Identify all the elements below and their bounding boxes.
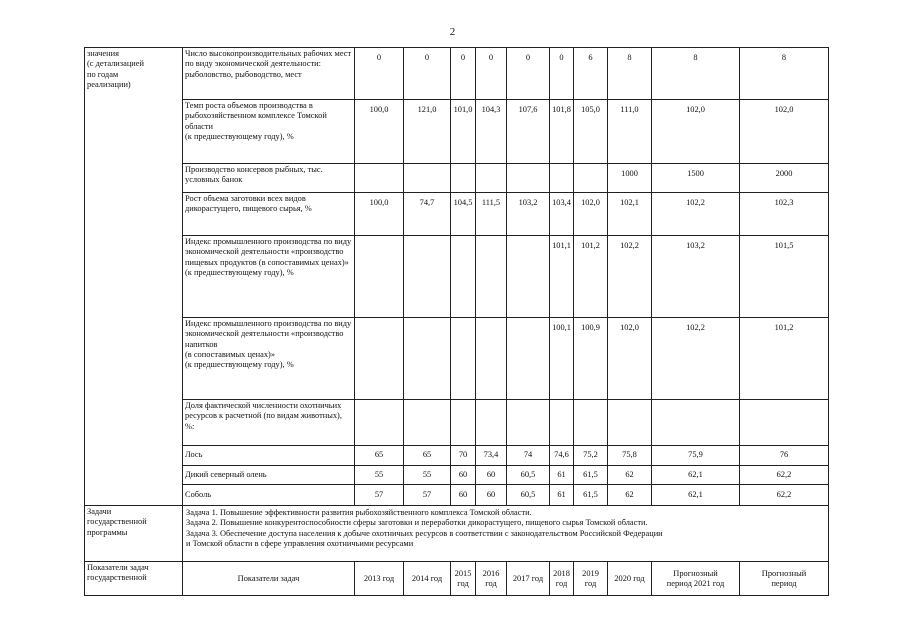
value-cell: 62 [608,485,652,506]
value-cell: 0 [507,48,550,100]
value-cell: 1500 [652,164,740,193]
value-cell: 100,9 [574,318,608,400]
task-item-2: Задача 2. Повышение конкурентоспособности сферы заготовки и переработки дикорастущего, пищевого сырья Томской области. [186,518,648,528]
value-cell: 0 [550,48,574,100]
value-cell: 62,2 [740,466,829,485]
value-cell: 61,5 [574,466,608,485]
value-cell: 103,2 [507,193,550,236]
value-cell [355,236,404,318]
value-cell: 105,0 [574,100,608,164]
value-cell: 101,0 [451,100,476,164]
tasks-label: Задачи государственной программы [85,506,183,562]
value-cell: 60 [451,485,476,506]
value-cell: 74 [507,446,550,466]
value-cell: 73,4 [476,446,507,466]
tasks-list [183,506,829,562]
value-cell [404,236,451,318]
value-cell [451,236,476,318]
value-cell: 102,0 [574,193,608,236]
value-cell: 2000 [740,164,829,193]
value-cell: 60 [451,466,476,485]
value-cell [355,318,404,400]
indicator-label: Лось [183,446,355,466]
value-cell: 121,0 [404,100,451,164]
value-cell [740,400,829,446]
value-cell [574,400,608,446]
header-year: 2015 год [451,562,476,596]
value-cell: 104,3 [476,100,507,164]
value-cell [574,164,608,193]
value-cell: 0 [476,48,507,100]
header-year: 2020 год [608,562,652,596]
value-cell: 70 [451,446,476,466]
header-year: 2013 год [355,562,404,596]
value-cell [507,318,550,400]
value-cell: 61 [550,466,574,485]
value-cell [476,400,507,446]
value-cell: 100,0 [355,193,404,236]
value-cell: 60,5 [507,485,550,506]
value-cell: 102,2 [652,193,740,236]
header-year: 2014 год [404,562,451,596]
value-cell: 8 [608,48,652,100]
value-cell: 61 [550,485,574,506]
page-number: 2 [449,26,456,38]
task-item-1: Задача 1. Повышение эффективности развития рыбохозяйственного комплекса Томской области. [186,508,532,517]
value-cell: 75,2 [574,446,608,466]
header-year: Прогнозный период [740,562,829,596]
value-cell: 102,2 [608,236,652,318]
value-cell: 101,2 [574,236,608,318]
value-cell: 100,1 [550,318,574,400]
value-cell: 74,6 [550,446,574,466]
value-cell [451,400,476,446]
value-cell [476,164,507,193]
value-cell: 57 [404,485,451,506]
value-cell: 111,5 [476,193,507,236]
value-cell: 111,0 [608,100,652,164]
value-cell [550,400,574,446]
value-cell: 60,5 [507,466,550,485]
value-cell: 65 [404,446,451,466]
value-cell: 76 [740,446,829,466]
value-cell: 75,8 [608,446,652,466]
value-cell: 62 [608,466,652,485]
value-cell: 8 [740,48,829,100]
value-cell [404,318,451,400]
value-cell: 61,5 [574,485,608,506]
value-cell: 103,2 [652,236,740,318]
value-cell: 100,0 [355,100,404,164]
value-cell [404,164,451,193]
value-cell [550,164,574,193]
indicator-label: Число высокопроизводительных рабочих мест по виду экономической деятельности: рыболовство, рыбоводство, мест [183,48,355,100]
value-cell: 60 [476,466,507,485]
indicator-label: Индекс промышленного производства по виду экономической деятельности «производство напитков (в сопоставимых ценах)» (к предшествующему году), % [183,318,355,400]
value-cell [507,236,550,318]
header-label: Показатели задач государственной [85,562,183,596]
value-cell: 55 [355,466,404,485]
value-cell [451,318,476,400]
header-year: Прогнозный период 2021 год [652,562,740,596]
value-cell: 101,1 [550,236,574,318]
section-label: значения (с детализацией по годам реализации) [85,48,183,506]
indicator-label: Соболь [183,485,355,506]
header-year: 2016 год [476,562,507,596]
value-cell: 102,2 [652,318,740,400]
value-cell: 102,0 [608,318,652,400]
value-cell: 104,5 [451,193,476,236]
value-cell: 0 [451,48,476,100]
indicator-label: Производство консервов рыбных, тыс. условных банок [183,164,355,193]
value-cell [476,236,507,318]
value-cell: 0 [355,48,404,100]
value-cell [355,164,404,193]
value-cell [404,400,451,446]
value-cell [507,400,550,446]
value-cell: 62,1 [652,485,740,506]
value-cell [355,400,404,446]
header-year: 2017 год [507,562,550,596]
value-cell: 101,8 [550,100,574,164]
value-cell: 65 [355,446,404,466]
value-cell [476,318,507,400]
indicator-label: Дикий северный олень [183,466,355,485]
value-cell: 75,9 [652,446,740,466]
value-cell: 101,2 [740,318,829,400]
value-cell: 102,0 [740,100,829,164]
value-cell: 74,7 [404,193,451,236]
value-cell: 62,2 [740,485,829,506]
value-cell: 60 [476,485,507,506]
header-year: 2018 год [550,562,574,596]
value-cell [451,164,476,193]
value-cell: 57 [355,485,404,506]
value-cell: 55 [404,466,451,485]
value-cell: 8 [652,48,740,100]
header-year: 2019 год [574,562,608,596]
value-cell: 6 [574,48,608,100]
value-cell: 101,5 [740,236,829,318]
value-cell: 62,1 [652,466,740,485]
value-cell [652,400,740,446]
value-cell: 102,3 [740,193,829,236]
value-cell: 103,4 [550,193,574,236]
value-cell: 102,1 [608,193,652,236]
header-indicators: Показатели задач [183,562,355,596]
indicator-label: Темп роста объемов производства в рыбохозяйственном комплексе Томской области (к предшествующему году), % [183,100,355,164]
indicator-label: Рост объема заготовки всех видов дикорастущего, пищевого сырья, % [183,193,355,236]
indicator-label: Доля фактической численности охотничьих ресурсов к расчетной (по видам животных), %: [183,400,355,446]
value-cell [507,164,550,193]
value-cell: 107,6 [507,100,550,164]
indicators-table [84,47,829,596]
value-cell: 102,0 [652,100,740,164]
indicator-label: Индекс промышленного производства по виду экономической деятельности «производство пищевых продуктов (в сопоставимых ценах)» (к предшествующему году), % [183,236,355,318]
task-item-3: Задача 3. Обеспечение доступа населения к добыче охотничьих ресурсов в соответствии с законодательством Российской Федерации и Томской области в сфере управления охотничьими ресурсами [186,528,663,548]
value-cell [608,400,652,446]
value-cell: 0 [404,48,451,100]
value-cell: 1000 [608,164,652,193]
